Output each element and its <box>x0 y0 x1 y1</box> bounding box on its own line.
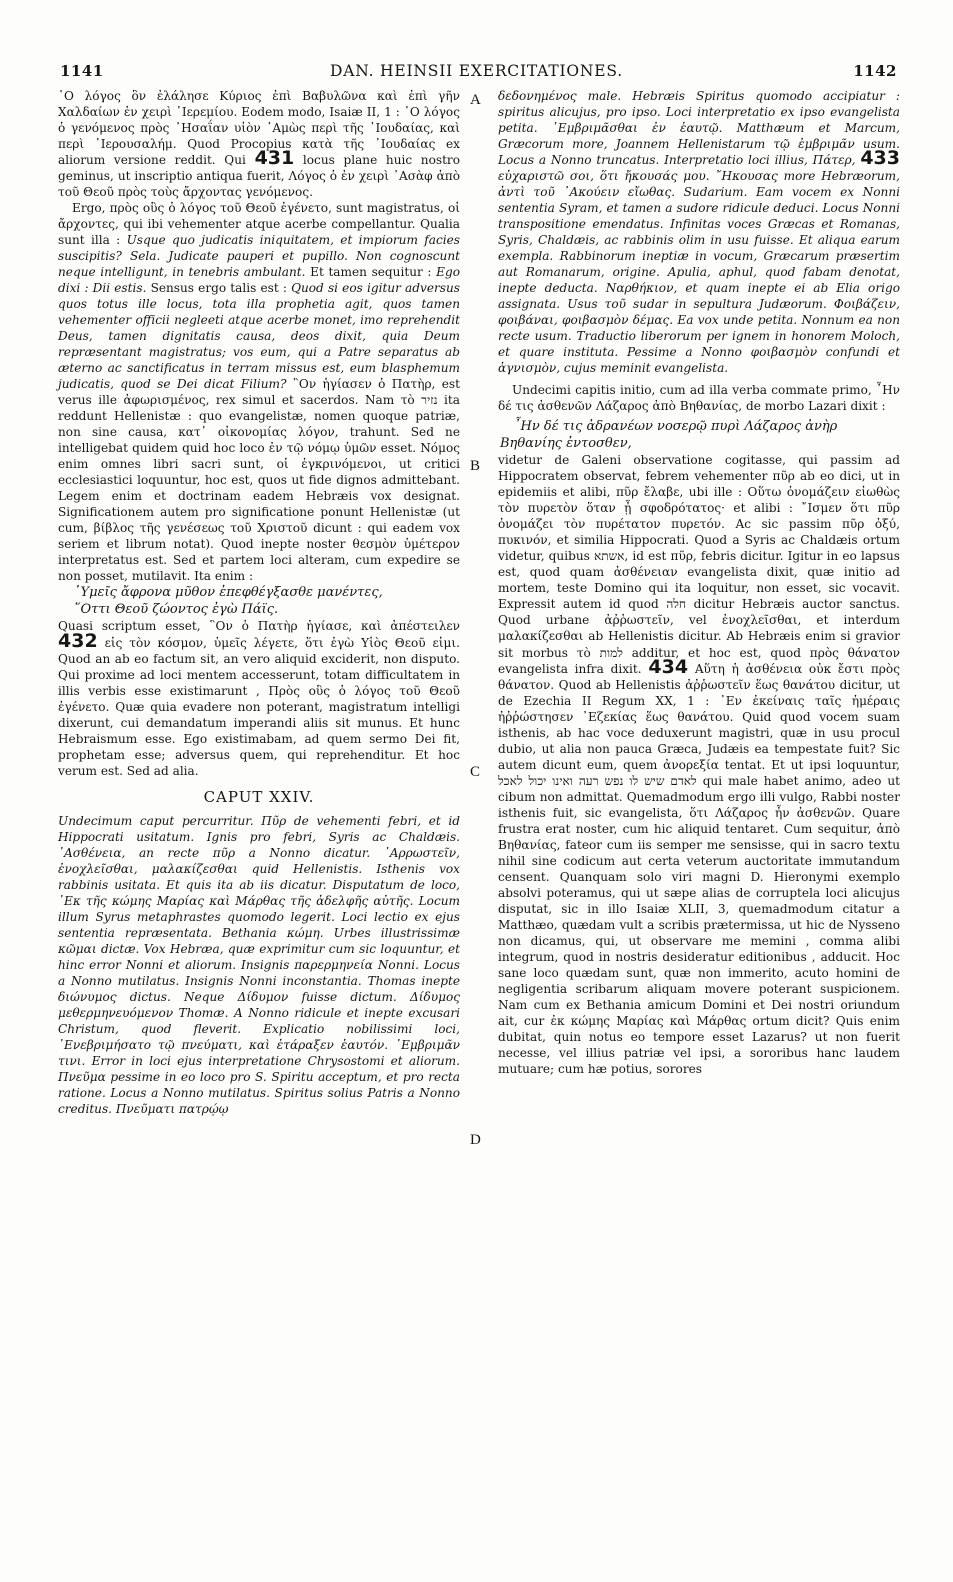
verse-line: ῏Ην δέ τις ἀδρανέων νοσερῷ πυρὶ Λάζαρος ἀνὴρ <box>514 419 838 435</box>
text: Sensus ergo talis est : <box>150 281 287 296</box>
paragraph <box>58 618 460 778</box>
paragraph: Undecimi capitis initio, cum ad illa verba commate primo, ῏Ην δέ τις ἀσθενῶν Λάζαρος ἀπὸ Βηθανίας, de morbo Lazari dixit : <box>498 383 900 414</box>
text: qui male habet animo, adeo ut cibum non admittat. Quemadmodum ergo illi vulgo, Rabbi noster isthenis fuit, sic evangelista, ὅτι Λάζαρος ἦν ἀσθενῶν. Quare frustra erat noster, cum hic aliquid tentaret. Cum sequitur, ἀπὸ Βηθανίας, fateor cum iis semper me sensisse, qui in sacro textu nihil sine codicum aut certa veterum auctoritate immutandum censent. Quanquam solo viri magni D. Hieronymi exemplo absolvi poteramus, qui ut sæpe alias de corruptela loci alicujus disputat, sic in illo Isaiæ XLII, 3, quemadmodum citatur a Matthæo, quædam vult a scribis prætermissa, ut hic de Nysseno non dicamus, qui, ut observare me memini , comma alibi integrum, quod in nostris desideratur editionibus , adducit. Hoc sane loco quædam sunt, quæ non immerito, acuto homini de negligentia scribarum aliquam movere poterant suspicionem. Nam cum ex Bethania amicum Domini et Dei nostri oriundum ait, cur ἐκ κώμης Μαρίας καὶ Μάρθας ortum dicit? Quis enim dubitat, quin notus eo tempore esset Lazarus? ut non fuerit necesse, vel illius patriæ vel ipsi, a sororibus hanc laudem mutuare; cum hæ potius, sorores <box>498 773 900 1076</box>
margin-letter-b: B <box>470 458 481 474</box>
text: εἰς τὸν κόσμον, ὑμεῖς λέγετε, ὅτι ἐγὼ Υἱὸς Θεοῦ εἰμι. Quod an ab eo factum sit, an vero aliquid exciderit, non disputo. Qui proxime ad loci mentem accesserunt, totam difficultatem in illis verbis esse existimarunt , Πρὸς οὓς ὁ λόγος τοῦ Θεοῦ ἐγένετο. Quæ quia evadere non poterant, magistratum intelligi dixerunt, cui demandatum imperandi aliis sit munus. Et hunc Hebraismum esse. Ego existimabam, ad quem sermo Dei fit, prophetam esse; adversus quem, qui reprehenditur. Et hoc verum est. Sed ad alia. <box>58 635 460 778</box>
page-number-left: 1141 <box>60 62 104 80</box>
margin-letter-c: C <box>470 764 481 780</box>
section-number-434: 434 <box>648 655 689 678</box>
verse-line: ῞Οττι Θεοῦ ζώοντος ἐγὼ Πάϊς. <box>74 602 279 618</box>
text: Et tamen sequitur : <box>310 265 432 280</box>
section-number-432: 432 <box>58 629 98 652</box>
section-number-431: 431 <box>254 147 295 170</box>
running-title: DAN. HEINSII EXERCITATIONES. <box>330 62 623 80</box>
text: Ergo, πρὸς οὓς ὁ λόγος τοῦ Θεοῦ ἐγένετο, sunt magistratus, οἱ ἄρχοντες, qui ibi vehementer atque acerbe compellantur. Qualia sunt illa : <box>58 201 460 248</box>
verse-line: Βηθανίης ἐντοσθεν, <box>500 436 632 452</box>
text: ῾Ο λόγος ὃν ἐλάλησε Κύριος ἐπὶ Βαβυλῶνα καὶ ἐπὶ γῆν Χαλδαίων ἐν χειρὶ ᾿Ιερεμίου. Eodem modo, Isaiæ II, 1 : ῾Ο λόγος ὁ γενόμενος πρὸς ᾿Ησαΐαν υἱὸν ᾿Αμὼς περὶ τῆς ᾿Ιουδαίας, καὶ περὶ ῾Ιερουσαλήμ. Quod Procopius κατὰ τῆς ᾿Ιουδαίας ex aliorum versione reddit. Qui <box>58 89 460 168</box>
paragraph <box>58 88 460 200</box>
margin-letter-a: A <box>470 92 481 108</box>
text: locus plane huic nostro geminus, ut inscriptio antiqua fuerit, Λόγος ὁ ἐν χειρὶ ᾿Ασὰφ ἀπὸ τοῦ Θεοῦ πρὸς τοὺς ἄρχοντας γενόμενος. <box>58 153 460 200</box>
chapter-heading: CAPUT XXIV. <box>203 787 315 806</box>
margin-letter-d: D <box>470 1132 481 1148</box>
text: videtur de Galeni observatione cogitasse, qui passim ad Hippocratem observat, febrem vehementer πῦρ ab eo dici, ut in epidemiis et alibi, πῦρ ἔλαβε, ubi ille : Οὕτω ὀνομάζειν εἰωθὼς τὸν πυρετὸν ὅταν ᾖ σφοδρότατος· et alibi : ῎Ισμεν ὅτι πῦρ ὀνομάζει τὸν πυρέτατον πυρετόν. Ac sic passim πῦρ ὀξύ, πυκινόν, et similia Hippocrati. Quod a Syris ac Chaldæis ortum videtur, quibus אשתא, id est πῦρ, febris dicitur. Igitur in eo lapsus est, quod quam ἀσθένειαν evangelista dixit, quæ initio ad mortem, teste Domino qui ita loquitur, non esset, sic vocavit. Expressit autem id quod חלה dicitur Hebræis auctor sanctus. Quod urbane ἀῤῥωστεῖν, vel ἐνοχλεῖσθαι, et interdum μαλακίζεσθαι ab Hellenistis dicitur. Ab Hebræis enim si gravior sit morbus τὸ למות additur, et hoc est, quod πρὸς θάνατον evangelista infra dixit. <box>498 453 900 676</box>
paragraph <box>58 200 460 584</box>
quotation: Quod si eos igitur adversus quos totus ille locus, tota illa prophetia agit, quos tamen vehementer officii negleeti atque acerbe monet, imo reprehendit Deus, tamen dignitatis causa, deos dixit, quia Deum repræsentant magistratus; vos eum, qui a Patre separatus ab æterno ac sanctificatus in terram missus est, eum blasphemum judicatis, quod se Dei dicat Filium? <box>58 281 460 392</box>
text: δεδονημένος male. Hebræis Spiritus quomodo accipiatur : spiritus alicujus, pro ipso. Loci interpretatio ex ipso evangelista petita. ᾿Εμβριμᾶσθαι ἐν ἑαυτῷ. Matthæum et Marcum, Græcorum more, Joannem Hellenistarum τῷ ἐμβριμᾶν usum. Locus a Nonno truncatus. Interpretatio loci illius, Πάτερ, <box>498 89 900 168</box>
text: ῝Ον ἡγίασεν ὁ Πατὴρ, est verus ille ἀφωρισμένος, rex simul et sacerdos. Nam τὸ נזיר ita reddunt Hellenistæ : quo evangelistæ, nomen quoque patriæ, non sine causa, κατ᾿ οἰκονομίας λόγον, trahunt. Sed ne intelligebat quidem quid hoc loco ἐν τῷ νόμῳ ὑμῶν esset. Νόμος enim omnes libri sacri sunt, οἱ ἐγκρινόμενοι, ut critici ecclesiastici loquuntur, hoc est, quos ut fide dignos admittebant. Legem enim et doctrinam eadem Hebræis vox designat. Significationem autem pro significatione ponunt Hellenistæ (ut cum, βίβλος τῆς γενέσεως τοῦ Χριστοῦ dicunt : qui eadem vox seriem et librum notat). Quod inepte noster θεσμὸν ὑμέτερον interpretatus est. Sed et partem loci alteram, cum expedire se non posset, mutilavit. Ita enim : <box>58 377 460 584</box>
hebrew-text: לאדם שיש לו נפש רעה ואינו יכול לאכל <box>498 773 697 788</box>
quotation: Usque quo judicatis iniquitatem, et impiorum facies suscipitis? Sela. Judicate pauperi et pupillo. Non cognoscunt neque intelligunt, in tenebris ambulant. <box>58 233 460 280</box>
chapter-summary-continued <box>498 88 900 376</box>
paragraph <box>498 452 900 1077</box>
chapter-summary: Undecimum caput percurritur. Πῦρ de vehementi febri, et id Hippocrati usitatum. Ignis pro febri, Syris ac Chaldæis. ᾿Ασθένεια, an recte πῦρ a Nonno dicatur. ᾿Αρρωστεῖν, ἐνοχλεῖσθαι, μαλακίζεσθαι quid Hellenistis. Isthenis vox rabbinis usitata. Et quis ita ab iis dicatur. Disputatum de loco, ᾿Εκ τῆς κώμης Μαρίας καὶ Μάρθας τῆς ἀδελφῆς αὐτῆς. Locum illum Syrus metaphrastes quomodo legerit. Loci lectio ex ejus sententia repræsentata. Bethania κώμη. Urbes illustrissimæ κῶμαι dictæ. Vox Hebræa, quæ exprimitur cum sic loquuntur, et hinc error Nonni et aliorum. Insignis παρερμηνεία Nonni. Locus a Nonno mutilatus. Insignis Nonni inconstantia. Thomas inepte διώνυμος dictus. Neque Δίδυμον fuisse dictum. Δίδυμος μεθερμηνευόμενον Thomæ. A Nonno ridicule et inepte excusari Christum, quod fleverit. Explicatio nobilissimi loci, ᾿Ενεβριμήσατο τῷ πνεύματι, καὶ ἐτάραξεν ἑαυτόν. ᾿Εμβριμᾶν τινι. Error in loci ejus interpretatione Chrysostomi et aliorum. Πνεῦμα pessime in eo loco pro S. Spiritu acceptum, et pro recta ratione. Locus a Nonno mutilatus. Spiritus solius Patris a Nonno creditus. Πνεῦματι πατρῴῳ <box>58 813 460 1116</box>
verse-line: ῾Υμεῖς ἄφρονα μῦθον ἐπεφθέγξασθε μανέντες, <box>74 585 383 601</box>
quotation: Ego dixi : Dii estis. <box>58 265 460 296</box>
right-column <box>498 88 900 1077</box>
section-number-433: 433 <box>860 147 900 170</box>
left-column <box>58 88 460 1117</box>
page-number-right: 1142 <box>853 62 897 80</box>
text: εὐχαριστῶ σοι, ὅτι ἤκουσάς μου. ῎Ηκουσας more Hebræorum, ἀντὶ τοῦ ᾿Ακούειν εἴωθας. Sudarium. Eam vocem ex Nonni sententia Syram, et tamen a sudore ridicule deduci. Locus Nonni transpositione emendatus. Infinitas voces Græcas et Romanas, Syris, Chaldæis, ac rabbinis olim in usu fuisse. Et aliqua earum exempla. Rabbinorum ineptiæ in vocum, Græcarum præsertim aut Romanarum, origine. Apulia, aphul, quod fabam denotat, inepte deducta. Ναρθήκιον, et quam inepte ei ab Elia origo assignata. Usus τοῦ sudar in sepultura Judæorum. Φοιβάζειν, φοιβάναι, φοιβασμὸν δέμας. Ea vox unde petita. Nonnum ea non recte usum. Traductio liberorum per ignem in honorem Moloch, et quare instituta. Pessime a Nonno φοιβασμὸν confundi et ἁγνισμὸν, cujus meminit evangelista. <box>498 169 900 376</box>
text: Quasi scriptum esset, ῝Ον ὁ Πατὴρ ἡγίασε, καὶ ἀπέστειλεν <box>58 619 460 634</box>
text: Αὕτη ἡ ἀσθένεια οὐκ ἔστι πρὸς θάνατον. Quod ab Hellenistis ἀῤῥωστεῖν ἕως θανάτου dicitur, ut de Ezechia II Regum XX, 1 : ᾿Εν ἐκείναις ταῖς ἡμέραις ἠῤῥώστησεν ᾿Εζεκίας ἕως θανάτου. Quid quod vocem suam isthenis, ab hac voce deduxerunt magistri, quæ in usu procul dubio, ut alia non pauca Græca, Judæis ea tempestate fuit? Sic autem dicunt eum, quem ἀνορεξία tentat. Et ut ipsi loquuntur, <box>498 661 900 772</box>
